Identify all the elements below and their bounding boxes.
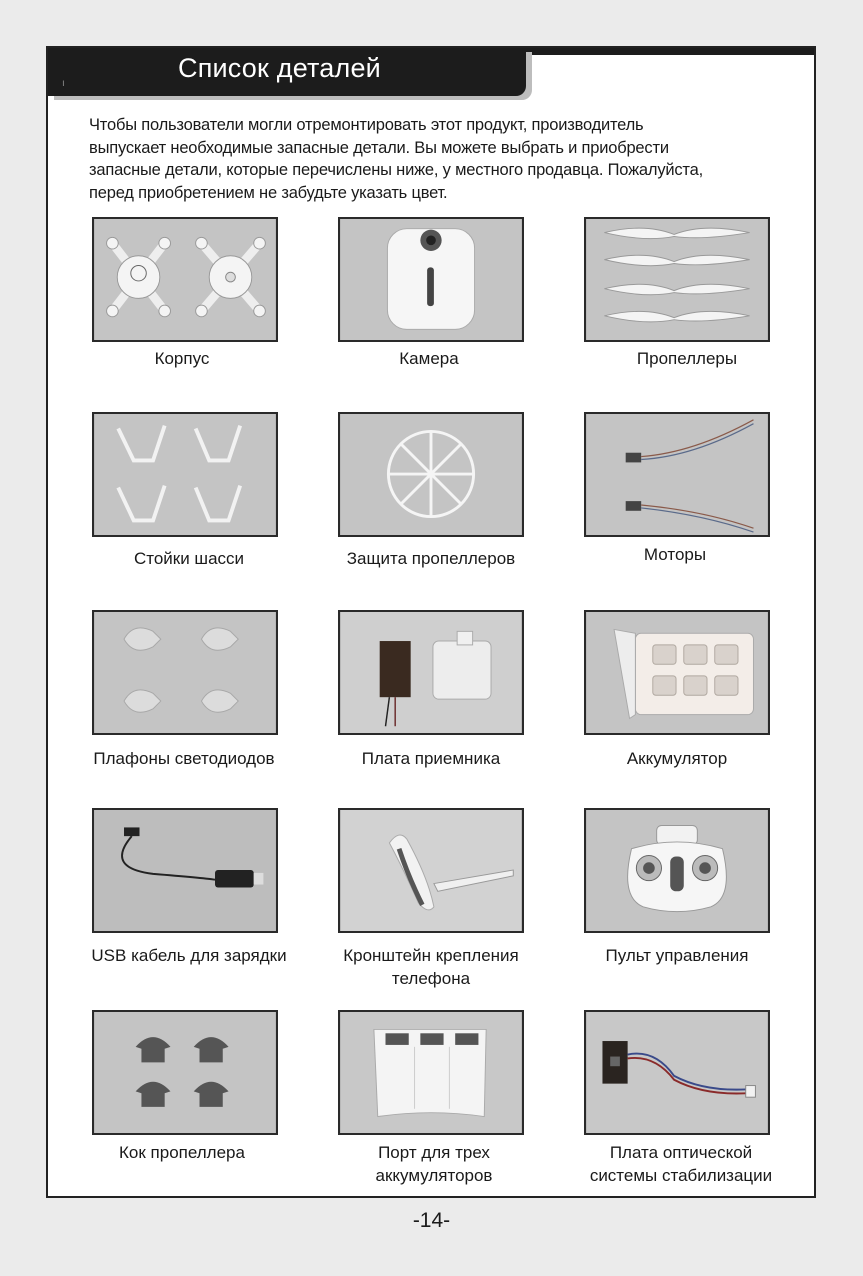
part-label: Плата оптической системы стабилизации	[589, 1143, 773, 1185]
part-label: Плафоны светодиодов	[93, 749, 275, 768]
motors-icon	[584, 412, 770, 537]
camera-icon	[338, 217, 524, 342]
optical-flow-board-icon	[584, 1010, 770, 1135]
propellers-icon	[584, 217, 770, 342]
part-label: Порт для трех аккумуляторов	[375, 1143, 493, 1185]
battery-port-icon	[338, 1010, 524, 1135]
usb-cable-icon	[92, 808, 278, 933]
page-number: -14-	[412, 1209, 451, 1232]
led-covers-icon	[92, 610, 278, 735]
part-label: Пропеллеры	[636, 349, 738, 368]
remote-control-icon	[584, 808, 770, 933]
page-title: Список деталей	[178, 53, 381, 83]
part-label: Пульт управления	[605, 946, 749, 965]
drone-body-icon	[92, 217, 278, 342]
part-label: Кок пропеллера	[119, 1143, 245, 1162]
receiver-board-icon	[338, 610, 524, 735]
propeller-caps-icon	[92, 1010, 278, 1135]
part-label: Аккумулятор	[626, 749, 728, 768]
part-label: USB кабель для зарядки	[91, 946, 287, 965]
part-label: Моторы	[643, 545, 707, 564]
phone-mount-icon	[338, 808, 524, 933]
tick-mark: ı	[62, 78, 65, 89]
part-label: Стойки шасси	[133, 549, 245, 568]
part-label: Корпус	[154, 349, 210, 368]
part-label: Камера	[399, 349, 459, 368]
part-label: Защита пропеллеров	[346, 549, 516, 568]
part-label: Плата приемника	[361, 749, 501, 768]
intro-paragraph: Чтобы пользователи могли отремонтировать этот продукт, производитель выпускает необходимые запасные детали. Вы можете выбрать и приобрести запасные детали, которые перечислены ниже, у местного продавца. Пожалуйста, перед приобретением не забудьте указать цвет.	[89, 116, 703, 202]
title-tab	[48, 48, 526, 96]
landing-gear-icon	[92, 412, 278, 537]
battery-icon	[584, 610, 770, 735]
part-label: Кронштейн крепления телефона	[343, 946, 519, 988]
propeller-guard-icon	[338, 412, 524, 537]
